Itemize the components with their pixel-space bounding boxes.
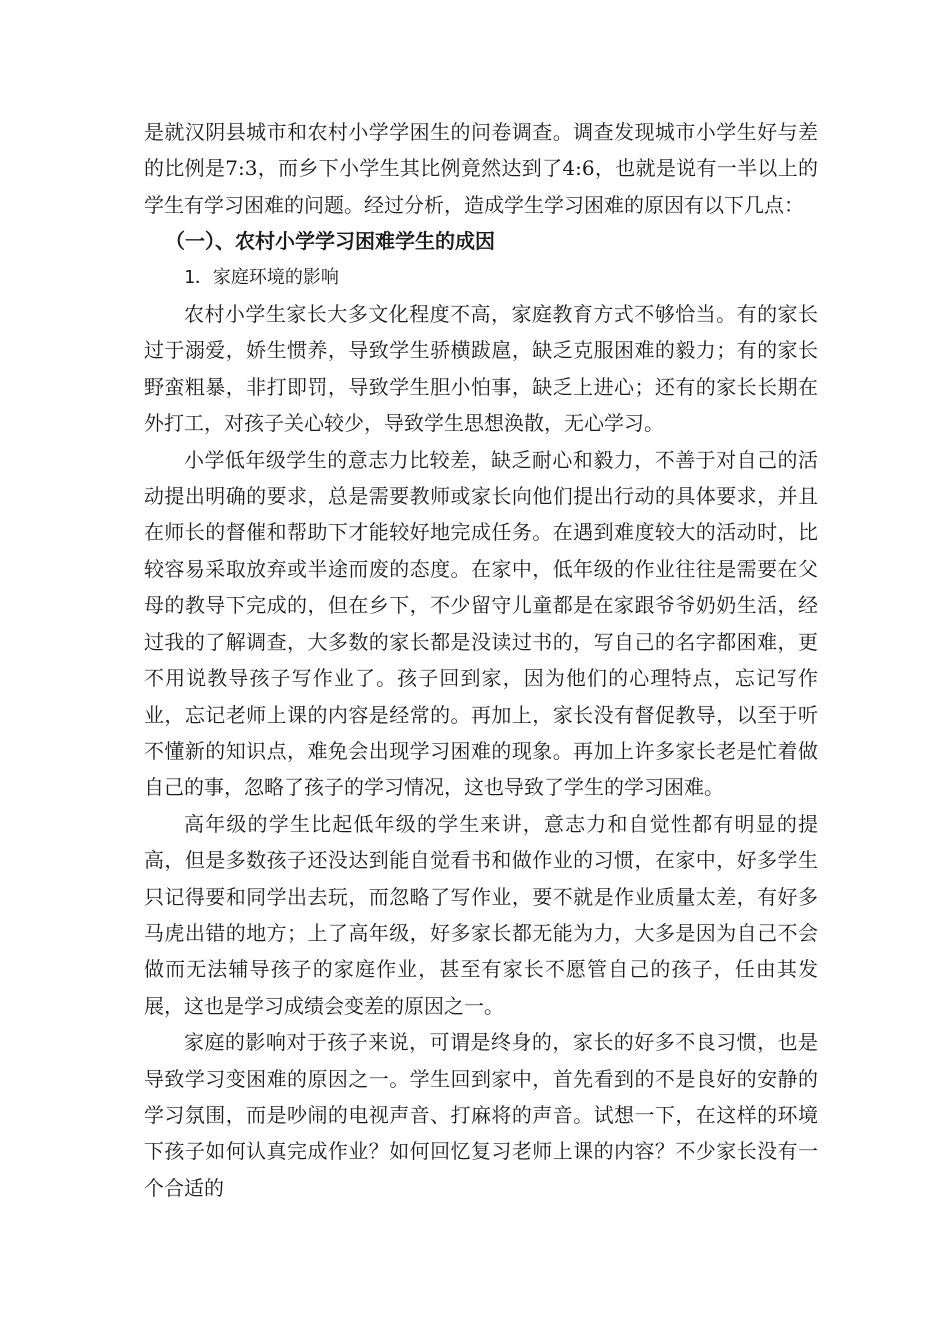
subsection-heading: 1．家庭环境的影响	[184, 266, 339, 288]
section-heading: （一）、农村小学学习困难学生的成因	[165, 229, 495, 254]
body-paragraph: 家庭的影响对于孩子来说，可谓是终身的，家长的好多不良习惯，也是导致学习变困难的原因之一。学生回到家中，首先看到的不是良好的安静的学习氛围，而是吵闹的电视声音、打麻将的声音。试想一下，在这样的环境下孩子如何认真完成作业？如何回忆复习老师上课的内容？不少家长没有一个合适的	[144, 1030, 818, 1200]
body-paragraph: 小学低年级学生的意志力比较差，缺乏耐心和毅力，不善于对自己的活动提出明确的要求，总是需要教师或家长向他们提出行动的具体要求，并且在师长的督催和帮助下才能较好地完成任务。在遇到难度较大的活动时，比较容易采取放弃或半途而废的态度。在家中，低年级的作业往往是需要在父母的教导下完成的，但在乡下，不少留守儿童都是在家跟爷爷奶奶生活，经过我的了解调查，大多数的家长都是没读过书的，写自己的名字都困难，更不用说教导孩子写作业了。孩子回到家，因为他们的心理特点，忘记写作业，忘记老师上课的内容是经常的。再加上，家长没有督促教导，以至于听不懂新的知识点，难免会出现学习困难的现象。再加上许多家长老是忙着做自己的事，忽略了孩子的学习情况，这也导致了学生的学习困难。	[144, 447, 818, 800]
intro-paragraph: 是就汉阴县城市和农村小学学困生的问卷调查。调查发现城市小学生好与差的比例是7:3，而乡下小学生其比例竟然达到了4:6，也就是说有一半以上的学生有学习困难的问题。经过分析，造成学生学习困难的原因有以下几点：	[144, 120, 818, 217]
body-paragraph: 农村小学生家长大多文化程度不高，家庭教育方式不够恰当。有的家长过于溺爱，娇生惯养，导致学生骄横跋扈，缺乏克服困难的毅力；有的家长野蛮粗暴，非打即罚，导致学生胆小怕事，缺乏上进心；还有的家长长期在外打工，对孩子关心较少，导致学生思想涣散，无心学习。	[144, 302, 818, 436]
body-paragraph: 高年级的学生比起低年级的学生来讲，意志力和自觉性都有明显的提高，但是多数孩子还没达到能自觉看书和做作业的习惯，在家中，好多学生只记得要和同学出去玩，而忽略了写作业，要不就是作业质量太差，有好多马虎出错的地方；上了高年级，好多家长都无能为力，大多是因为自己不会做而无法辅导孩子的家庭作业，甚至有家长不愿管自己的孩子，任由其发展，这也是学习成绩会变差的原因之一。	[144, 811, 818, 1018]
document-body	[144, 114, 818, 1206]
